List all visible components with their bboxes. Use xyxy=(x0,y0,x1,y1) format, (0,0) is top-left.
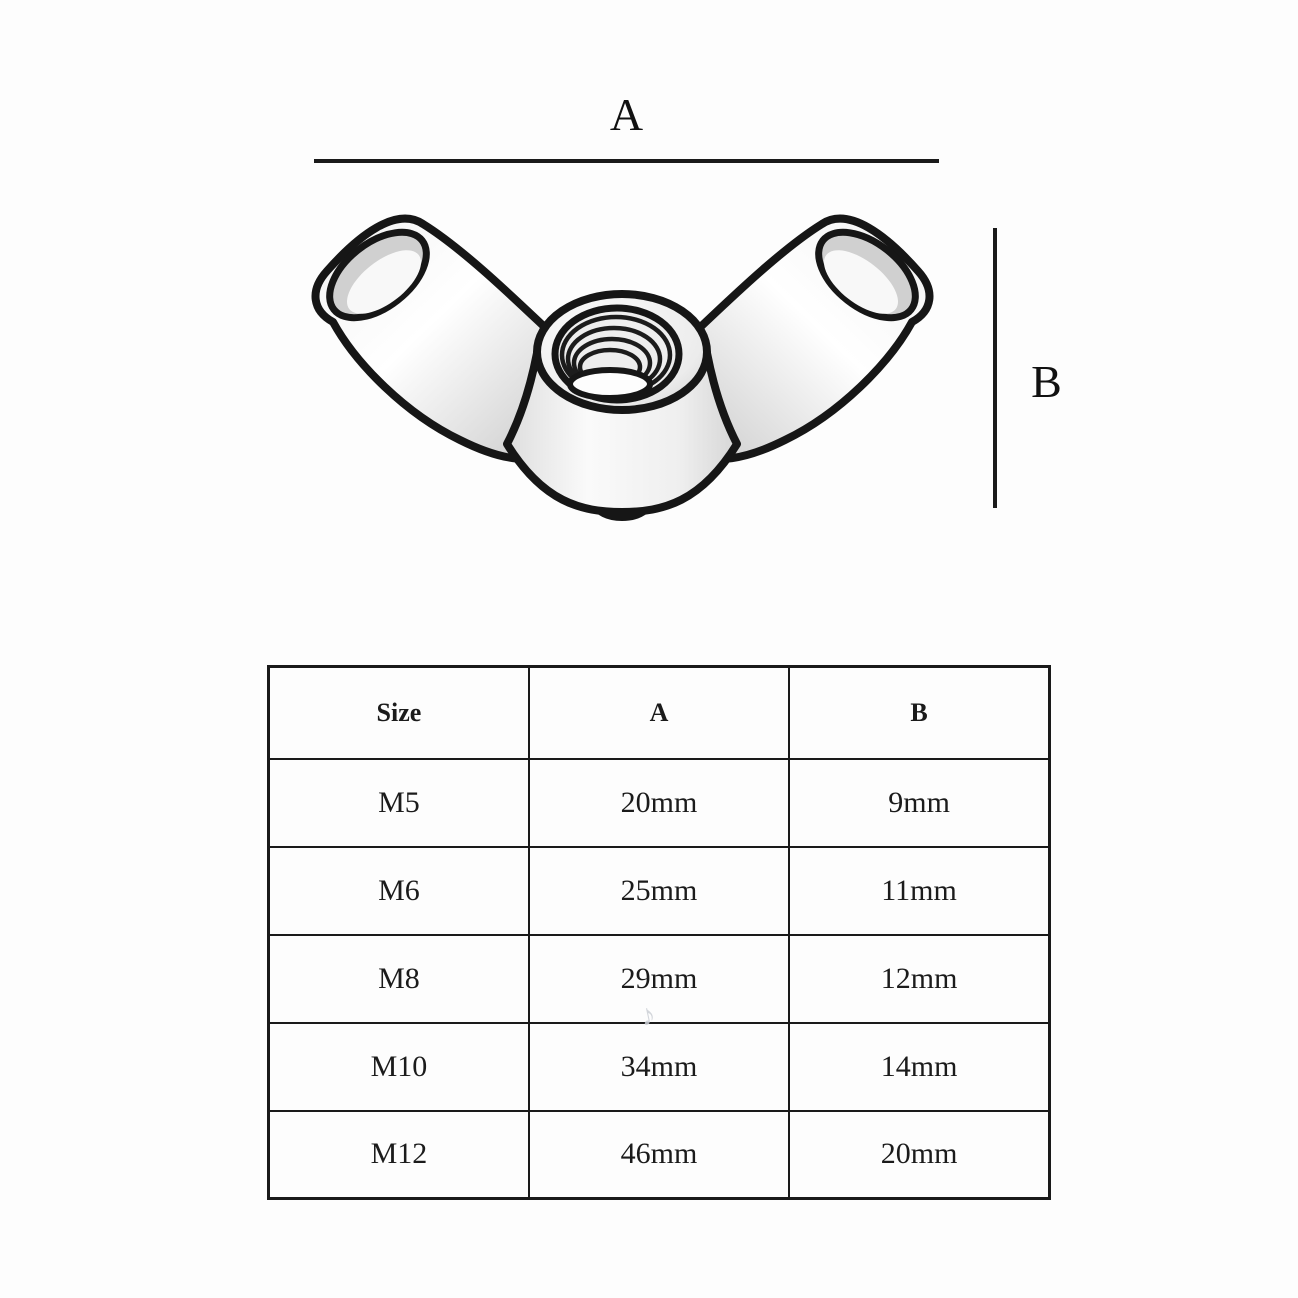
header-row xyxy=(269,667,1050,759)
size-cell: M8 xyxy=(269,935,529,1023)
dim-b-cell: 14mm xyxy=(789,1023,1049,1111)
size-cell: M10 xyxy=(269,1023,529,1111)
threaded-hole xyxy=(555,308,679,400)
watermark-glyph: ♪ xyxy=(637,997,659,1034)
dim-a-cell: 34mm xyxy=(529,1023,789,1111)
column-header-size: Size xyxy=(269,667,529,759)
table-row xyxy=(269,759,1050,847)
table-row xyxy=(269,935,1050,1023)
dimension-a-line xyxy=(314,159,939,163)
table-row xyxy=(269,1111,1050,1199)
column-header-a: A xyxy=(529,667,789,759)
dim-b-cell: 9mm xyxy=(789,759,1049,847)
table-body xyxy=(269,759,1050,1199)
dim-a-cell: 20mm xyxy=(529,759,789,847)
dimension-b-line xyxy=(993,228,997,508)
dim-a-cell: 29mm xyxy=(529,935,789,1023)
column-header-b: B xyxy=(789,667,1049,759)
size-spec-table xyxy=(267,665,1051,1200)
dim-b-cell: 20mm xyxy=(789,1111,1049,1199)
size-cell: M12 xyxy=(269,1111,529,1199)
table-row xyxy=(269,1023,1050,1111)
dim-b-cell: 12mm xyxy=(789,935,1049,1023)
dimension-a-label: A xyxy=(609,89,645,140)
dim-b-cell: 11mm xyxy=(789,847,1049,935)
dim-a-cell: 46mm xyxy=(529,1111,789,1199)
wing-nut-illustration xyxy=(300,212,945,522)
table-header xyxy=(269,667,1050,759)
dim-a-cell: 25mm xyxy=(529,847,789,935)
dimension-b-label: B xyxy=(1031,356,1063,407)
size-cell: M5 xyxy=(269,759,529,847)
hole-bottom-opening xyxy=(570,370,650,398)
table-row xyxy=(269,847,1050,935)
size-cell: M6 xyxy=(269,847,529,935)
